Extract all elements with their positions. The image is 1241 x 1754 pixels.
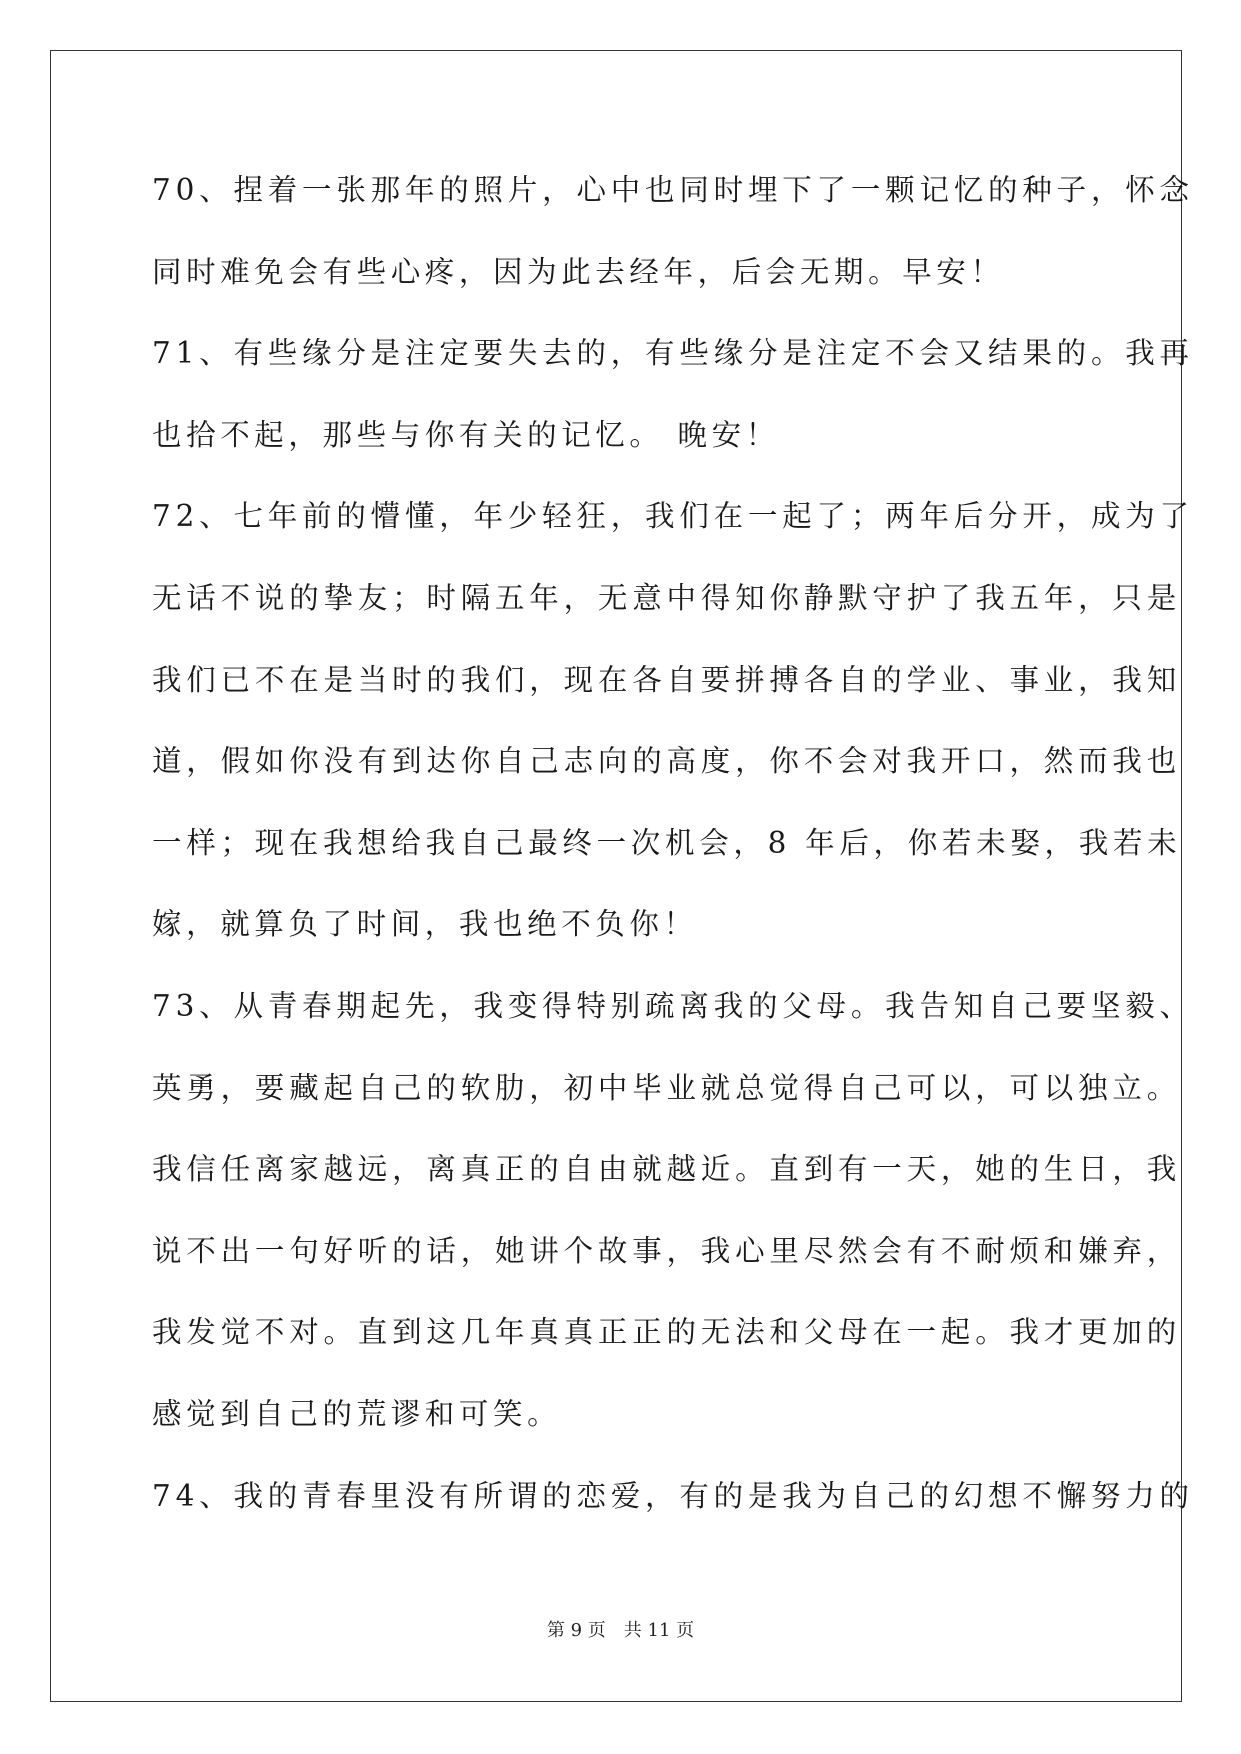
document-body bbox=[152, 160, 1194, 1547]
text-line: 72、七年前的懵懂，年少轻狂，我们在一起了；两年后分开，成为了 bbox=[152, 499, 1194, 534]
text-line: 无话不说的挚友；时隔五年，无意中得知你静默守护了我五年，只是 bbox=[152, 580, 1182, 615]
text-line: 一样；现在我想给我自己最终一次机会，8 年后，你若未娶，我若未 bbox=[152, 825, 1182, 860]
text-line: 也拾不起，那些与你有关的记忆。 晚安！ bbox=[152, 417, 780, 452]
text-line: 说不出一句好听的话，她讲个故事，我心里尽然会有不耐烦和嫌弃， bbox=[152, 1233, 1182, 1268]
text-line: 74、我的青春里没有所谓的恋爱，有的是我为自己的幻想不懈努力的 bbox=[152, 1478, 1194, 1513]
text-line: 嫁，就算负了时间，我也绝不负你！ bbox=[152, 907, 698, 942]
text-line: 感觉到自己的荒谬和可笑。 bbox=[152, 1396, 562, 1431]
text-line: 我们已不在是当时的我们，现在各自要拼搏各自的学业、事业，我知 bbox=[152, 662, 1182, 697]
page-number: 第 9 页 bbox=[546, 1620, 606, 1641]
page-footer bbox=[0, 1616, 1241, 1642]
page-total: 共 11 页 bbox=[623, 1620, 695, 1641]
text-line: 我发觉不对。直到这几年真真正正的无法和父母在一起。我才更加的 bbox=[152, 1315, 1182, 1350]
text-line: 同时难免会有些心疼，因为此去经年，后会无期。早安！ bbox=[152, 254, 1005, 289]
text-line: 71、有些缘分是注定要失去的，有些缘分是注定不会又结果的。我再 bbox=[152, 336, 1194, 371]
text-line: 英勇，要藏起自己的软肋，初中毕业就总觉得自己可以，可以独立。 bbox=[152, 1070, 1182, 1105]
text-line: 73、从青春期起先，我变得特别疏离我的父母。我告知自己要坚毅、 bbox=[152, 988, 1194, 1023]
text-line: 70、捏着一张那年的照片，心中也同时埋下了一颗记忆的种子，怀念 bbox=[152, 173, 1194, 207]
text-line: 道，假如你没有到达你自己志向的高度，你不会对我开口，然而我也 bbox=[152, 744, 1182, 779]
text-line: 我信任离家越远，离真正的自由就越近。直到有一天，她的生日，我 bbox=[152, 1152, 1182, 1187]
